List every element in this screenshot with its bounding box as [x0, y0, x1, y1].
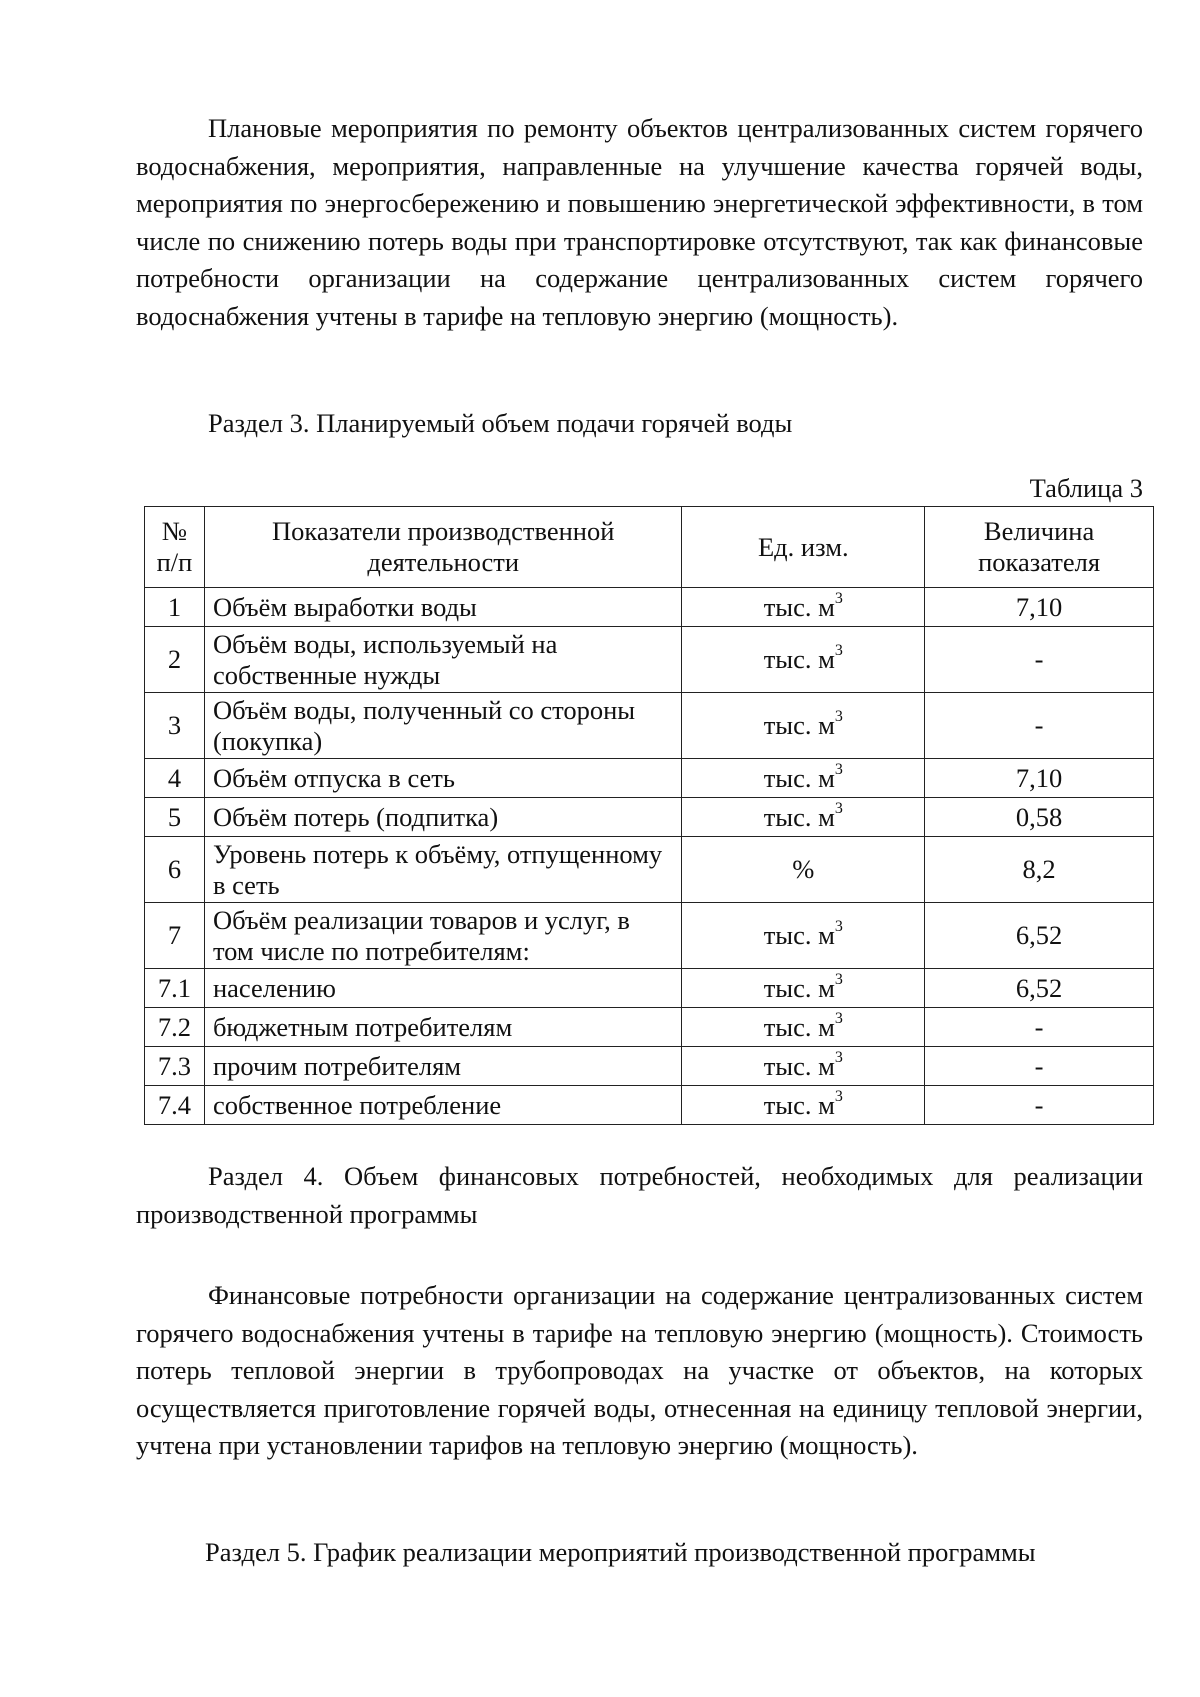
row-number: 5: [145, 798, 205, 837]
row-indicator: Уровень потерь к объёму, отпущенному в сеть: [204, 837, 682, 903]
row-unit: [682, 1086, 925, 1125]
row-indicator: Объём реализации товаров и услуг, в том числе по потребителям:: [204, 903, 682, 969]
row-number: 4: [145, 759, 205, 798]
section-3-title: Раздел 3. Планируемый объем подачи горячей воды: [208, 408, 793, 438]
table-row: [145, 1047, 1154, 1086]
row-indicator: Объём отпуска в сеть: [204, 759, 682, 798]
row-number: 2: [145, 627, 205, 693]
header-unit: Ед. изм.: [682, 507, 925, 588]
unit-exponent: 3: [834, 589, 843, 607]
table-row: [145, 798, 1154, 837]
table-row: [145, 1086, 1154, 1125]
unit-exponent: 3: [834, 970, 843, 988]
unit-text: тыс. м: [763, 1011, 835, 1042]
table-row: [145, 969, 1154, 1008]
unit-exponent: 3: [834, 642, 843, 660]
table-row: [145, 588, 1154, 627]
table-body: [145, 588, 1154, 1125]
row-number: 7: [145, 903, 205, 969]
row-unit: [682, 1008, 925, 1047]
row-indicator: Объём выработки воды: [204, 588, 682, 627]
row-value: 7,10: [925, 588, 1154, 627]
row-number: 6: [145, 837, 205, 903]
water-supply-table: [144, 506, 1154, 1125]
row-unit: [682, 693, 925, 759]
row-value: 7,10: [925, 759, 1154, 798]
row-unit: [682, 627, 925, 693]
section-4-title: Раздел 4. Объем финансовых потребностей, необходимых для реализации производственной программы: [136, 1161, 1143, 1229]
row-number: 1: [145, 588, 205, 627]
unit-text: тыс. м: [763, 801, 835, 832]
row-value: -: [925, 693, 1154, 759]
row-indicator: собственное потребление: [204, 1086, 682, 1125]
table-row: [145, 693, 1154, 759]
row-value: 8,2: [925, 837, 1154, 903]
row-number: 7.1: [145, 969, 205, 1008]
unit-text: тыс. м: [763, 1050, 835, 1081]
row-value: 6,52: [925, 969, 1154, 1008]
row-indicator: Объём воды, используемый на собственные нужды: [204, 627, 682, 693]
unit-text: тыс. м: [763, 591, 835, 622]
unit-exponent: 3: [834, 1087, 843, 1105]
unit-text: тыс. м: [763, 1089, 835, 1120]
unit-exponent: 3: [834, 1048, 843, 1066]
row-indicator: Объём воды, полученный со стороны (покупка): [204, 693, 682, 759]
row-value: -: [925, 627, 1154, 693]
table-header-row: [145, 507, 1154, 588]
unit-text: тыс. м: [763, 762, 835, 793]
unit-text: тыс. м: [763, 972, 835, 1003]
row-number: 7.4: [145, 1086, 205, 1125]
table-row: [145, 903, 1154, 969]
row-unit: [682, 588, 925, 627]
row-indicator: Объём потерь (подпитка): [204, 798, 682, 837]
unit-exponent: 3: [834, 799, 843, 817]
row-value: -: [925, 1086, 1154, 1125]
row-indicator: населению: [204, 969, 682, 1008]
unit-text: тыс. м: [763, 920, 835, 950]
unit-exponent: 3: [834, 1009, 843, 1027]
section-4-paragraph: Финансовые потребности организации на содержание централизованных систем горячего водоснабжения учтены в тарифе на тепловую энергию (мощность). Стоимость потерь тепловой энергии в трубопроводах на участке от объектов, на которых осуществляется приготовление горячей воды, отнесенная на единицу тепловой энергии, учтена при установлении тарифов на тепловую энергию (мощность).: [136, 1280, 1143, 1461]
table-row: [145, 759, 1154, 798]
header-indicator: Показатели производственной деятельности: [204, 507, 682, 588]
row-value: -: [925, 1047, 1154, 1086]
row-value: -: [925, 1008, 1154, 1047]
row-unit: [682, 837, 925, 903]
header-num: № п/п: [145, 507, 205, 588]
unit-text: %: [792, 854, 815, 884]
row-number: 3: [145, 693, 205, 759]
table-caption: Таблица 3: [1029, 473, 1143, 503]
unit-exponent: 3: [834, 918, 843, 936]
row-unit: [682, 1047, 925, 1086]
table-row: [145, 1008, 1154, 1047]
row-unit: [682, 903, 925, 969]
unit-text: тыс. м: [763, 710, 835, 740]
header-value: Величина показателя: [925, 507, 1154, 588]
row-value: 0,58: [925, 798, 1154, 837]
row-unit: [682, 798, 925, 837]
unit-exponent: 3: [834, 760, 843, 778]
row-unit: [682, 759, 925, 798]
unit-text: тыс. м: [763, 644, 835, 674]
row-indicator: бюджетным потребителям: [204, 1008, 682, 1047]
row-value: 6,52: [925, 903, 1154, 969]
unit-exponent: 3: [834, 708, 843, 726]
row-indicator: прочим потребителям: [204, 1047, 682, 1086]
intro-paragraph: Плановые мероприятия по ремонту объектов централизованных систем горячего водоснабжения, мероприятия, направленные на улучшение качества горячей воды, мероприятия по энергосбережению и повышению энергетической эффективности, в том числе по снижению потерь воды при транспортировке отсутствуют, так как финансовые потребности организации на содержание централизованных систем горячего водоснабжения учтены в тарифе на тепловую энергию (мощность).: [136, 113, 1143, 331]
table-row: [145, 627, 1154, 693]
table-row: [145, 837, 1154, 903]
row-unit: [682, 969, 925, 1008]
row-number: 7.3: [145, 1047, 205, 1086]
row-number: 7.2: [145, 1008, 205, 1047]
section-5-title: Раздел 5. График реализации мероприятий производственной программы: [205, 1537, 1036, 1567]
